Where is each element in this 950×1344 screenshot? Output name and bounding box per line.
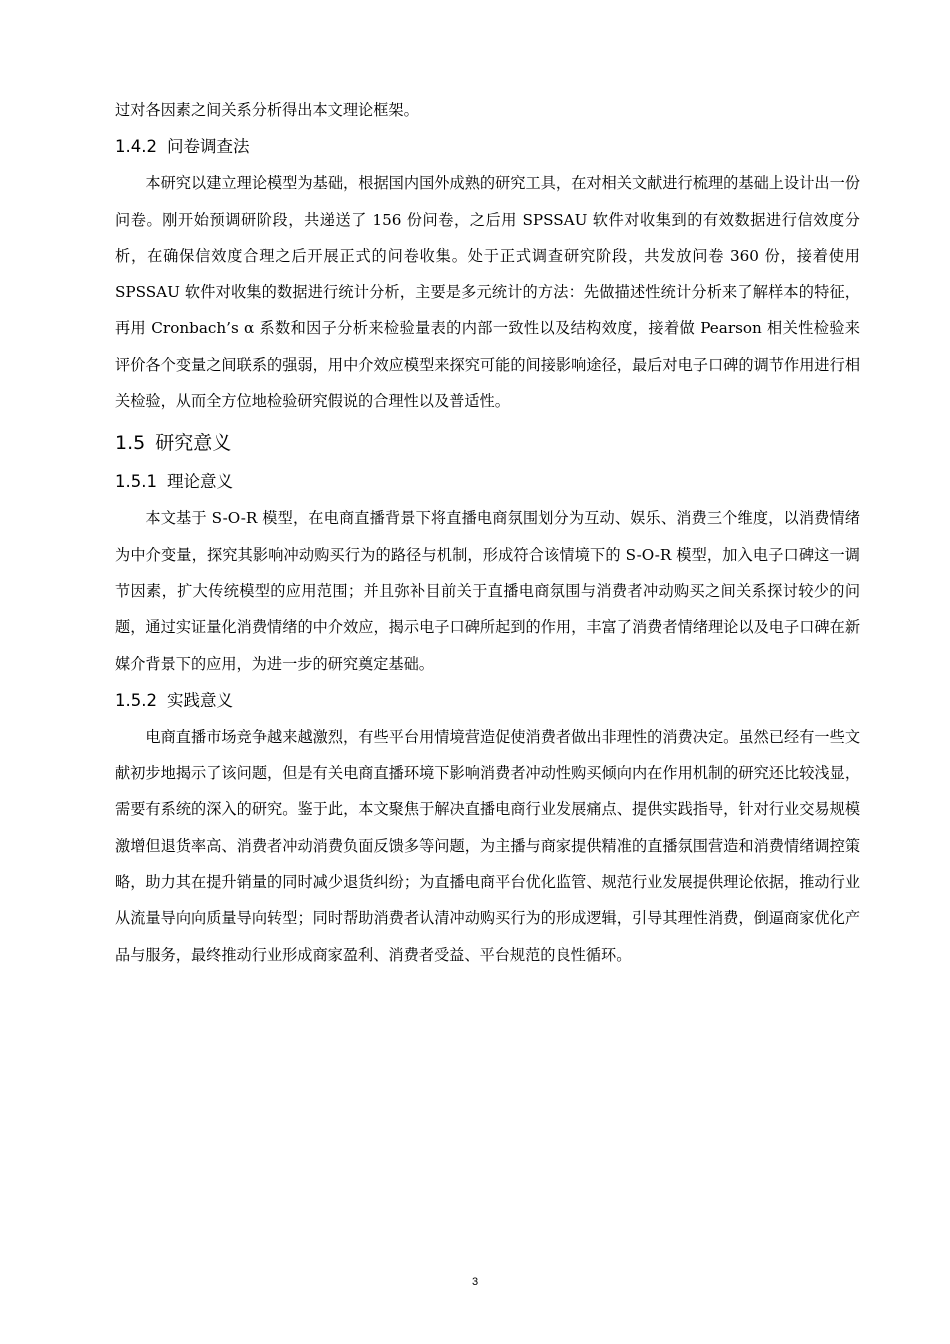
questionnaire-paragraph: 本研究以建立理论模型为基础，根据国内国外成熟的研究工具，在对相关文献进行梳理的基础上设计出一份问卷。刚开始预调研阶段，共递送了 156 份问卷，之后用 SPSSAU 软件对收集到的有效数据进行信效度分析，在确保信效度合理之后开展正式的问卷收集。处于正式调查研究阶段，共发放问卷 360 份，接着使用 SPSSAU 软件对收集的数据进行统计分析，主要是多元统计的方法：先做描述性统计分析来了解样本的特征，再用 Cronbach’s α 系数和因子分析来检验量表的内部一致性以及结构效度，接着做 Pearson 相关性检验来评价各个变量之间联系的强弱，用中介效应模型来探究可能的间接影响途径，最后对电子口碑的调节作用进行相关检验，从而全方位地检验研究假说的合理性以及普适性。 xyxy=(115,174,860,411)
section-title: 问卷调查法 xyxy=(166,137,250,157)
practice-significance-paragraph: 电商直播市场竞争越来越激烈，有些平台用情境营造促使消费者做出非理性的消费决定。虽然已经有一些文献初步地揭示了该问题，但是有关电商直播环境下影响消费者冲动性购买倾向内在作用机制的研究还比较浅显，需要有系统的深入的研究。鉴于此，本文聚焦于解决直播电商行业发展痛点、提供实践指导，针对行业交易规模激增但退货率高、消费者冲动消费负面反馈多等问题，为主播与商家提供精准的直播氛围营造和消费情绪调控策略，助力其在提升销量的同时减少退货纠纷；为直播电商平台优化监管、规范行业发展提供理论依据，推动行业从流量导向向质量导向转型；同时帮助消费者认清冲动购买行为的形成逻辑，引导其理性消费，倒逼商家优化产品与服务，最终推动行业形成商家盈利、消费者受益、平台规范的良性循环。 xyxy=(115,727,860,964)
section-title: 实践意义 xyxy=(166,690,233,710)
section-heading-1-5-2 xyxy=(115,683,860,719)
chapter-heading-1-5 xyxy=(115,423,860,463)
section-number: 1.4.2 xyxy=(115,137,157,157)
chapter-title: 研究意义 xyxy=(155,432,232,455)
section-heading-1-4-2 xyxy=(115,129,860,165)
continuation-paragraph: 过对各因素之间关系分析得出本文理论框架。 xyxy=(115,101,419,119)
theory-significance-paragraph: 本文基于 S-O-R 模型，在电商直播背景下将直播电商氛围划分为互动、娱乐、消费三个维度，以消费情绪为中介变量，探究其影响冲动购买行为的路径与机制，形成符合该情境下的 S-O-R 模型，加入电子口碑这一调节因素，扩大传统模型的应用范围；并且弥补目前关于直播电商氛围与消费者冲动购买之间关系探讨较少的问题，通过实证量化消费情绪的中介效应，揭示电子口碑所起到的作用，丰富了消费者情绪理论以及电子口碑在新媒介背景下的应用，为进一步的研究奠定基础。 xyxy=(115,509,860,673)
page-body xyxy=(115,92,860,973)
section-title: 理论意义 xyxy=(166,472,233,492)
section-heading-1-5-1 xyxy=(115,464,860,500)
section-number: 1.5.1 xyxy=(115,472,157,492)
page-number: 3 xyxy=(471,1276,479,1288)
section-number: 1.5.2 xyxy=(115,690,157,710)
chapter-number: 1.5 xyxy=(115,432,146,455)
